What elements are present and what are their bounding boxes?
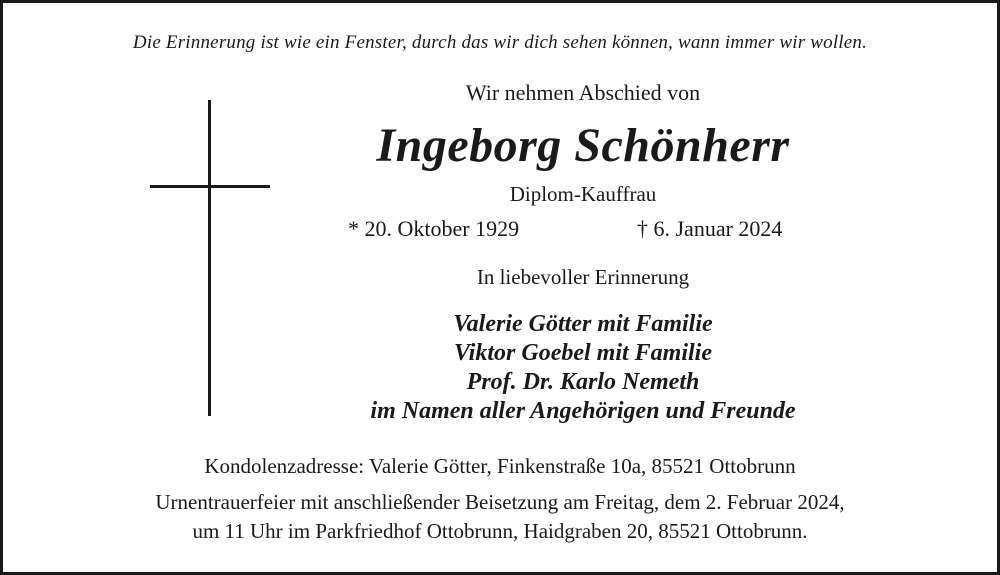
cross-icon-horizontal xyxy=(150,185,270,188)
quote-text: Die Erinnerung ist wie ein Fenster, durch das wir dich sehen können, wann immer wir wollen. xyxy=(132,32,868,53)
mourner-line: Prof. Dr. Karlo Nemeth xyxy=(466,369,700,395)
ceremony-line: Urnentrauerfeier mit anschließender Beisetzung am Freitag, dem 2. Februar 2024, xyxy=(155,490,845,514)
ceremony-line: um 11 Uhr im Parkfriedhof Ottobrunn, Haidgraben 20, 85521 Ottobrunn. xyxy=(192,519,808,543)
memory-line: In liebevoller Erinnerung xyxy=(476,265,690,289)
birth-date: * 20. Oktober 1929 xyxy=(348,216,520,241)
death-date: † 6. Januar 2024 xyxy=(637,216,783,241)
mourner-line: im Namen aller Angehörigen und Freunde xyxy=(370,398,796,424)
deceased-name: Ingeborg Schönherr xyxy=(376,119,790,172)
mourner-line: Viktor Goebel mit Familie xyxy=(454,340,712,366)
farewell-intro: Wir nehmen Abschied von xyxy=(465,80,701,105)
mourner-line: Valerie Götter mit Familie xyxy=(453,311,713,337)
condolence-address: Kondolenzadresse: Valerie Götter, Finkenstraße 10a, 85521 Ottobrunn xyxy=(204,454,796,478)
deceased-profession: Diplom-Kauffrau xyxy=(509,182,657,206)
cross-icon-vertical xyxy=(208,100,211,416)
ceremony-info xyxy=(0,488,1000,546)
mourners-list xyxy=(333,310,833,426)
